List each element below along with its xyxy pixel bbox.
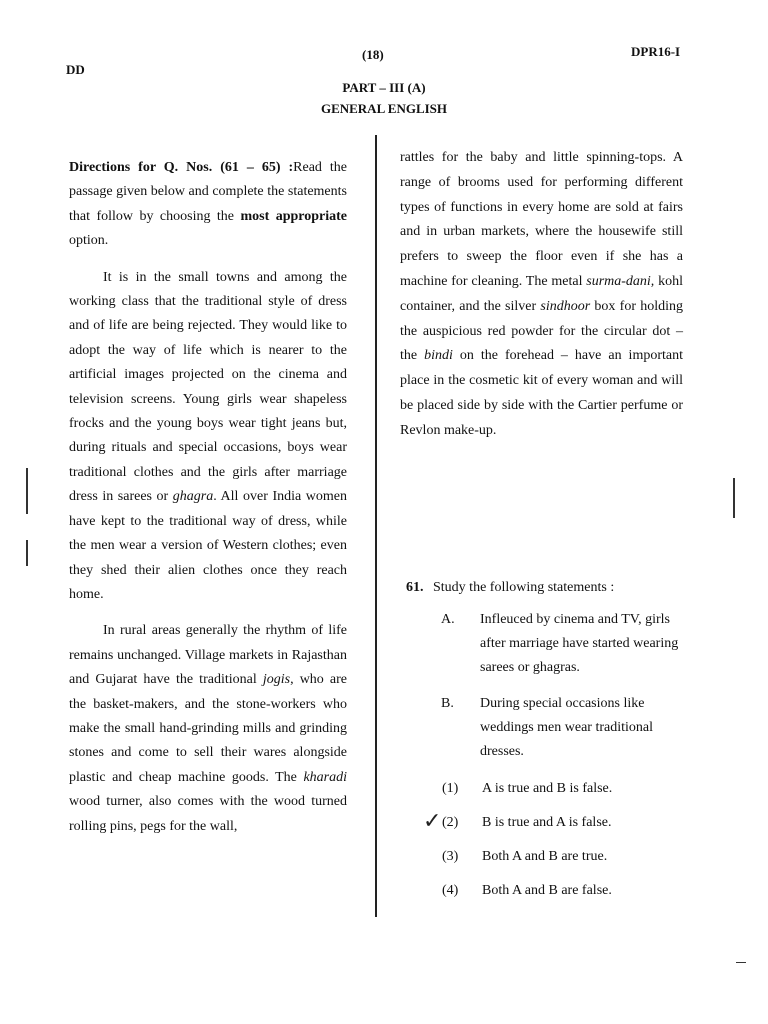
subject-title: GENERAL ENGLISH bbox=[320, 101, 448, 116]
option-3-text[interactable]: Both A and B are true. bbox=[482, 849, 608, 864]
option-1-label: (1) bbox=[442, 781, 459, 796]
scan-mark-bottom bbox=[736, 962, 746, 963]
passage-paragraph-2: In rural areas generally the rhythm of life remains unchanged. Village markets in Rajasthan and Gujarat have the traditional jogis, who are the basket-makers, and the stone-workers who make the small hand-grinding mills and grinding stones and come to sell their wares alongside plastic and cheap machine goods. The kharadi wood turner, also comes with the wood turned rolling pins, pegs for the wall, bbox=[69, 623, 348, 834]
directions: Directions for Q. Nos. (61 – 65) :Read the passage given below and complete the statements that follow by choosing the most appropriate option. bbox=[69, 160, 347, 249]
question-number: 61. bbox=[406, 580, 424, 595]
question-stem: Study the following statements : bbox=[433, 580, 615, 595]
statement-a-text: Infleuced by cinema and TV, girls after marriage have started wearing sarees or ghagras. bbox=[480, 612, 679, 675]
statement-b-text: During special occasions like weddings men wear traditional dresses. bbox=[480, 696, 654, 759]
question-61 bbox=[406, 576, 614, 600]
directions-emphasis: most appropriate bbox=[240, 208, 347, 224]
option-1-text[interactable]: A is true and B is false. bbox=[482, 781, 613, 796]
handwritten-tick-mark: ✓ bbox=[423, 808, 442, 833]
passage-paragraph-3: rattles for the baby and little spinning-tops. A range of brooms used for performing different types of functions in every home are sold at fairs and in urban markets, where the housewife still prefers to sweep the floor even if she has a machine for cleaning. The metal surma-dani, kohl container, and the silver sindhoor box for holding the auspicious red powder for the circular dot – the bindi on the forehead – have an important place in the cosmetic kit of every woman and will be placed side by side with the Cartier perfume or Revlon make-up. bbox=[400, 150, 683, 438]
statement-a-label: A. bbox=[441, 612, 455, 627]
option-4-text[interactable]: Both A and B are false. bbox=[482, 883, 612, 898]
right-code: DPR16-I bbox=[631, 44, 681, 59]
scan-mark-left-lower bbox=[26, 540, 28, 566]
directions-label: Directions for Q. Nos. (61 – 65) : bbox=[69, 160, 294, 175]
column-divider bbox=[375, 135, 377, 917]
option-2-text[interactable]: B is true and A is false. bbox=[482, 815, 612, 830]
scan-mark-left bbox=[26, 468, 28, 514]
part-title: PART – III (A) bbox=[342, 80, 426, 95]
left-code: DD bbox=[66, 62, 85, 77]
statement-b-label: B. bbox=[441, 696, 454, 711]
option-4-label: (4) bbox=[442, 883, 459, 898]
page-number: (18) bbox=[362, 47, 384, 62]
option-2-label: (2) bbox=[442, 815, 459, 830]
scan-mark-right bbox=[733, 478, 735, 518]
passage-paragraph-1: It is in the small towns and among the working class that the traditional style of dress and of life are being rejected. They would like to adopt the way of life which is nearer to the artificial images projected on the cinema and television screens. Young girls wear shapeless frocks and the young boys wear tight jeans but, during rituals and special occasions, boys wear traditional clothes and the girls after marriage dress in sarees or ghagra. All over India women have kept to the traditional way of dress, while the men wear a version of Western clothes; even they shed their alien clothes once they reach home. bbox=[69, 269, 347, 602]
left-column bbox=[69, 156, 347, 839]
option-3-label: (3) bbox=[442, 849, 459, 864]
